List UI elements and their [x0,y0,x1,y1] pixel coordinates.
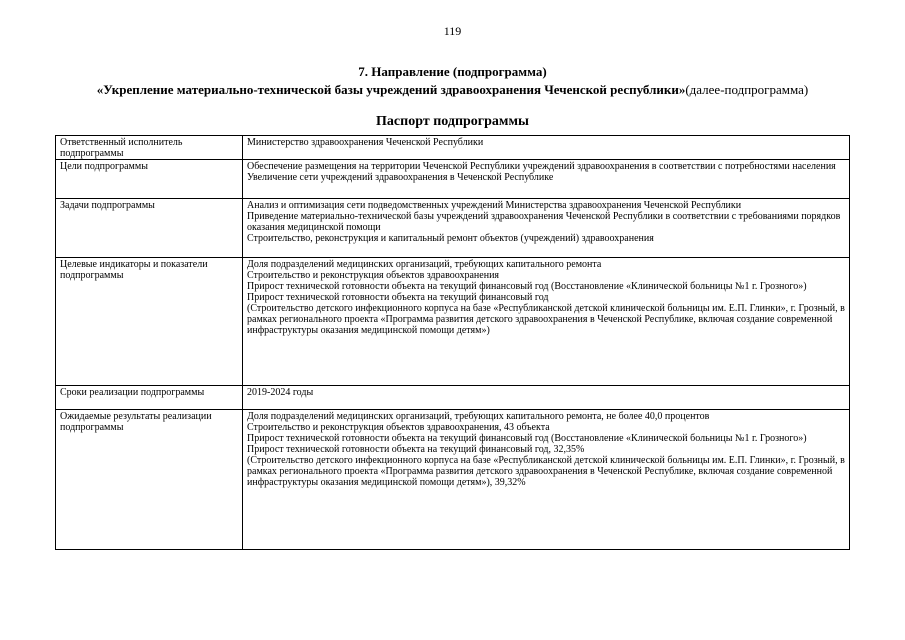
row-value-line: Обеспечение размещения на территории Чеченской Республики учреждений здравоохранения в соответствии с потребностями населения [247,161,836,172]
subprogram-title-main: «Укрепление материально-технической базы учреждений здравоохранения Чеченской республики» [96,82,686,97]
row-value-line: Приведение материально-технической базы учреждений здравоохранения Чеченской Республики в соответствии с требованиями порядков оказания медицинской помощи [247,211,841,233]
subprogram-title [55,83,850,96]
table-row-goals [56,160,850,199]
row-label: Ожидаемые результаты реализации подпрограммы [56,410,243,550]
table-row-timeline [56,386,850,410]
passport-table [55,135,850,550]
row-value-line: Доля подразделений медицинских организаций, требующих капитального ремонта, не более 40,0 процентов [247,411,710,422]
row-value-line: Анализ и оптимизация сети подведомственных учреждений Министерства здравоохранения Чеченской Республики [247,200,742,211]
table-row-results [56,410,850,550]
row-value [243,386,850,410]
subprogram-title-suffix: (далее-подпрограмма) [685,82,809,97]
row-value [243,410,850,550]
row-value-line: Доля подразделений медицинских организаций, требующих капитального ремонта [247,259,602,270]
row-value-line: (Строительство детского инфекционного корпуса на базе «Республиканской детской клинической больницы им. Е.П. Глинки», г. Грозный, в рамках регионального проекта «Программа развития детского здравоохранения в Чеченской Республике, включая создание современной инфраструктуры оказания медицинской помощи детям»), 39,32% [247,455,845,488]
row-value-line: (Строительство детского инфекционного корпуса на базе «Республиканской детской клинической больницы им. Е.П. Глинки», г. Грозный, в рамках регионального проекта «Программа развития детского здравоохранения в Чеченской Республике, включая создание современной инфраструктуры оказания медицинской помощи детям») [247,303,845,336]
row-value-line: Строительство и реконструкция объектов здравоохранения, 43 объекта [247,422,550,433]
passport-title: Паспорт подпрограммы [376,114,529,129]
row-value [243,199,850,258]
row-value-line: Министерство здравоохранения Чеченской Республики [247,137,484,148]
row-value-line: 2019-2024 годы [247,387,314,398]
row-value [243,160,850,199]
row-value-line: Прирост технической готовности объекта на текущий финансовый год (Восстановление «Клинической больницы №1 г. Грозного») [247,433,807,444]
row-value-line: Строительство и реконструкция объектов здравоохранения [247,270,500,281]
table-row-executor [56,136,850,160]
table-row-indicators [56,258,850,386]
row-value-line: Прирост технической готовности объекта на текущий финансовый год [247,292,549,303]
table-row-tasks [56,199,850,258]
row-label: Цели подпрограммы [56,160,243,199]
page-number: 119 [443,24,462,38]
row-label: Задачи подпрограммы [56,199,243,258]
row-label: Целевые индикаторы и показатели подпрограммы [56,258,243,386]
row-value-line: Увеличение сети учреждений здравоохранения в Чеченской Республике [247,172,554,183]
row-label: Сроки реализации подпрограммы [56,386,243,410]
row-value-line: Прирост технической готовности объекта на текущий финансовый год, 32,35% [247,444,585,455]
row-label: Ответственный исполнитель подпрограммы [56,136,243,160]
row-value-line: Прирост технической готовности объекта на текущий финансовый год (Восстановление «Клинической больницы №1 г. Грозного») [247,281,807,292]
section-heading: 7. Направление (подпрограмма) [358,64,547,79]
row-value-line: Строительство, реконструкция и капитальный ремонт объектов (учреждений) здравоохранения [247,233,654,244]
row-value [243,258,850,386]
row-value [243,136,850,160]
